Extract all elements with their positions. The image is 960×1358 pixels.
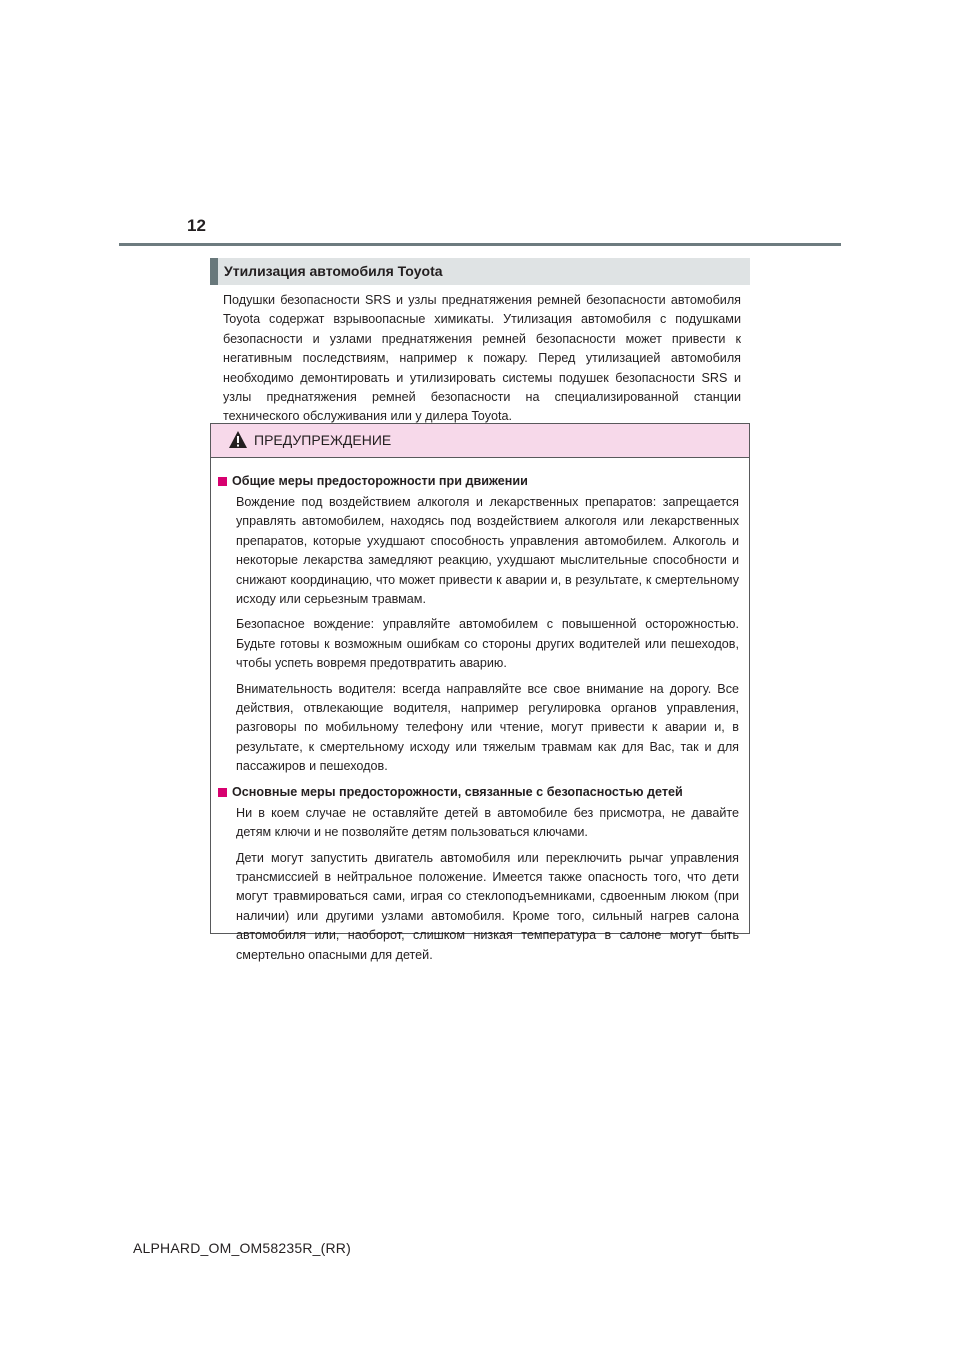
body-paragraph: Безопасное вождение: управляйте автомобилем с повышенной осторожностью. Будьте готовы к возможным ошибкам со стороны других водителей или пешеходов, чтобы успеть вовремя предотвратить аварию. bbox=[236, 617, 739, 671]
square-bullet-icon bbox=[218, 788, 227, 797]
section-heading bbox=[218, 783, 739, 802]
warning-triangle-icon bbox=[228, 430, 248, 449]
section-heading-text: Основные меры предосторожности, связанные с безопасностью детей bbox=[232, 784, 683, 799]
body-paragraph: Дети могут запустить двигатель автомобиля или переключить рычаг управления трансмиссией в нейтральное положение. Имеется также опасность того, что дети могут травмироваться сами, играя со стеклоподъемниками, сдвоенным люком (при наличии) или другими узлами автомобиля. Кроме того, сильный нагрев салона автомобиля или, наоборот, слишком низкая температура в салоне могут быть смертельно опасными для детей. bbox=[236, 850, 739, 962]
warning-body bbox=[211, 458, 749, 965]
section-title: Утилизация автомобиля Toyota bbox=[210, 258, 750, 285]
body-paragraph: Вождение под воздействием алкоголя и лекарственных препаратов: запрещается управлять автомобилем, находясь под воздействием алкоголя или лекарственных препаратов, которые ухудшают способность управления автомобилем. Алкоголь и некоторые лекарства замедляют реакцию, ухудшают мыслительные способности и снижают координацию, что может привести к аварии и, в результате, к смертельному исходу или серьезным травмам. bbox=[236, 495, 739, 607]
page-number: 12 bbox=[187, 216, 206, 235]
intro-paragraph: Подушки безопасности SRS и узлы преднатяжения ремней безопасности автомобиля Toyota содержат взрывоопасные химикаты. Утилизация автомобиля с подушками безопасности и узлами преднатяжения ремней безопасности может привести к негативным последствиям, например к пожару. Перед утилизацией автомобиля необходимо демонтировать и утилизировать системы подушек безопасности SRS и узлы преднатяжения ремней безопасности на специализированной станции технического обслуживания или у дилера Toyota. bbox=[223, 293, 741, 424]
header-rule bbox=[119, 243, 841, 246]
body-paragraph: Ни в коем случае не оставляйте детей в автомобиле без присмотра, не давайте детям ключи и не позволяйте детям пользоваться ключами. bbox=[236, 805, 739, 840]
warning-title: ПРЕДУПРЕЖДЕНИЕ bbox=[254, 432, 392, 448]
section-heading bbox=[218, 472, 739, 491]
section-heading-text: Общие меры предосторожности при движении bbox=[232, 474, 528, 488]
square-bullet-icon bbox=[218, 477, 227, 486]
footer-document-code: ALPHARD_OM_OM58235R_(RR) bbox=[133, 1240, 351, 1256]
warning-box bbox=[210, 423, 750, 962]
body-paragraph: Внимательность водителя: всегда направляйте все свое внимание на дорогу. Все действия, отвлекающие водителя, например регулировка органов управления, разговоры по мобильному телефону или чтение, могут привести к аварии и, в результате, к смертельному исходу или тяжелым травмам как для Вас, так и для пассажиров и пешеходов. bbox=[236, 681, 739, 774]
warning-header bbox=[211, 424, 749, 458]
